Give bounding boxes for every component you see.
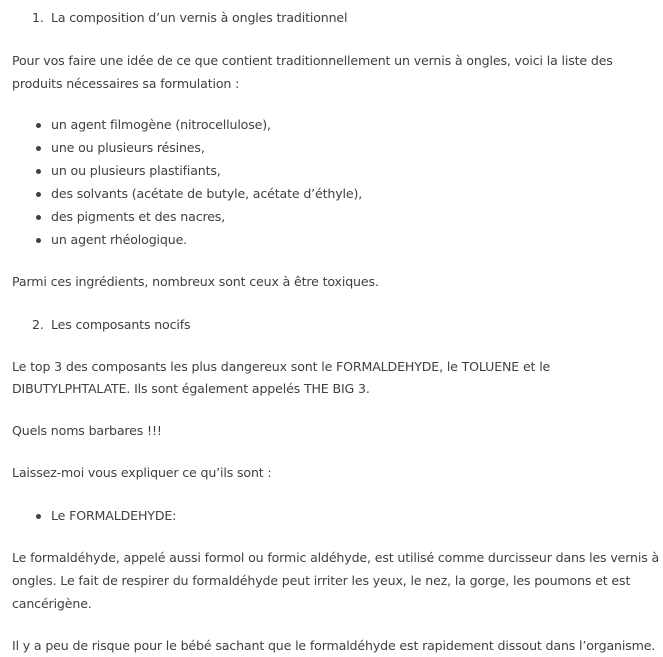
- bullet-dot: [36, 238, 41, 243]
- formaldehyde-desc-line-2: ongles. Le fait de respirer du formaldéhyde peut irriter les yeux, le nez, la gorge, les poumons et est: [12, 573, 631, 588]
- top3-line-1: Le top 3 des composants les plus dangereux sont le FORMALDEHYDE, le TOLUENE et le: [12, 359, 551, 374]
- list-item: une ou plusieurs résines,: [51, 140, 205, 155]
- top3-line-2: DIBUTYLPHTALATE. Ils sont également appelés THE BIG 3.: [12, 381, 370, 396]
- bullet-dot: [36, 215, 41, 220]
- bullet-dot: [36, 123, 41, 128]
- toxic-note: Parmi ces ingrédients, nombreux sont ceux à être toxiques.: [12, 274, 379, 289]
- bullet-dot: [36, 146, 41, 151]
- explain-intro: Laissez-moi vous expliquer ce qu’ils sont :: [12, 465, 272, 480]
- intro-line-2: produits nécessaires sa formulation :: [12, 76, 240, 91]
- bullet-dot: [36, 169, 41, 174]
- bullet-dot: [36, 192, 41, 197]
- section-2-number: 2.: [32, 317, 44, 332]
- list-item: un agent filmogène (nitrocellulose),: [51, 117, 271, 132]
- section-1-number: 1.: [32, 10, 44, 25]
- formaldehyde-desc-line-3: cancérigène.: [12, 596, 92, 611]
- list-item: des pigments et des nacres,: [51, 209, 226, 224]
- list-item: un ou plusieurs plastifiants,: [51, 163, 221, 178]
- formaldehyde-bullet: Le FORMALDEHYDE:: [51, 508, 177, 523]
- barbarian-remark: Quels noms barbares !!!: [12, 423, 162, 438]
- intro-line-1: Pour vos faire une idée de ce que contient traditionnellement un vernis à ongles, voici la liste des: [12, 53, 613, 68]
- list-item: des solvants (acétate de butyle, acétate d’éthyle),: [51, 186, 363, 201]
- baby-risk-note: Il y a peu de risque pour le bébé sachant que le formaldéhyde est rapidement dissout dans l’organisme.: [12, 638, 656, 653]
- section-2-heading: Les composants nocifs: [51, 317, 191, 332]
- bullet-dot: [36, 514, 41, 519]
- formaldehyde-desc-line-1: Le formaldéhyde, appelé aussi formol ou formic aldéhyde, est utilisé comme durcisseur dans les vernis à: [12, 550, 660, 565]
- list-item: un agent rhéologique.: [51, 232, 188, 247]
- section-1-heading: La composition d’un vernis à ongles traditionnel: [51, 10, 348, 25]
